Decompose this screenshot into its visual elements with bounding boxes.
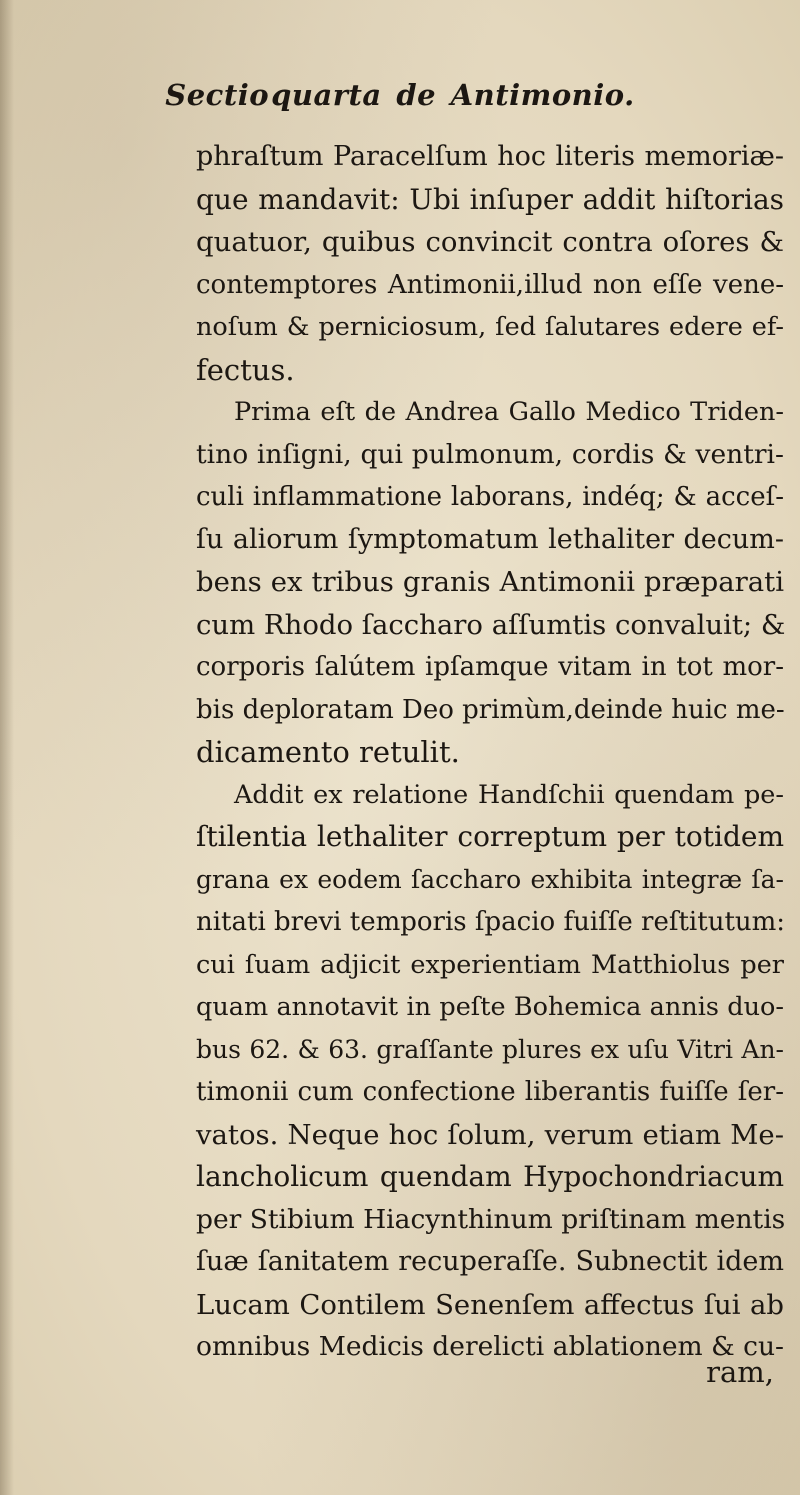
text-line: Addit ex relatione Handſchii quendam pe- <box>234 779 784 810</box>
text-line: bus 62. & 63. graſſante plures ex uſu Vitri An- <box>196 1034 784 1064</box>
text-line: cum Rhodo ſaccharo aſſumtis convaluit; & <box>196 608 786 641</box>
text-line: quam annotavit in peſte Bohemica annis duo- <box>196 992 784 1022</box>
text-line: quatuor, quibus convincit contra oſores & <box>196 226 784 258</box>
text-line: per Stibium Hiacynthinum priſtinam mentis <box>196 1203 786 1235</box>
running-head-quarta: quarta <box>271 78 382 112</box>
text-line: phraſtum Paracelſum hoc literis memoriæ- <box>196 141 784 172</box>
text-line: fectus. <box>196 352 295 387</box>
text-line: corporis ſalútem ipſamque vitam in tot mor- <box>196 652 784 682</box>
text-line: grana ex eodem ſaccharo exhibita integræ ſa- <box>196 864 784 894</box>
text-line: cui ſuam adjicit experientiam Matthiolus per <box>196 949 784 980</box>
running-head-sectio: Sectio <box>165 78 270 112</box>
text-line: Lucam Contilem Senenſem affectus ſui ab <box>196 1288 784 1321</box>
running-head-antimonio: Antimonio. <box>450 78 635 112</box>
text-line: tino inſigni, qui pulmonum, cordis & ventri- <box>196 438 784 470</box>
catchword: ram, <box>706 1355 774 1389</box>
running-head-de: de <box>396 78 437 112</box>
text-line: bis deploratam Deo primùm,deinde huic me- <box>196 694 785 725</box>
text-line: Prima eſt de Andrea Gallo Medico Triden- <box>234 397 784 427</box>
text-line: que mandavit: Ubi inſuper addit hiſtorias <box>196 182 784 216</box>
text-line: contemptores Antimonii,illud non eſſe vene- <box>196 269 784 300</box>
text-line: ſtilentia lethaliter correptum per totidem <box>196 820 784 853</box>
text-line: bens ex tribus granis Antimonii præparati <box>196 566 784 598</box>
text-line: vatos. Neque hoc ſolum, verum etiam Me- <box>196 1118 784 1151</box>
body-text <box>196 136 784 1369</box>
text-line: nitati brevi temporis ſpacio fuiſſe reſtitutum: <box>196 907 786 937</box>
text-line: ſu aliorum ſymptomatum lethaliter decum- <box>196 523 784 555</box>
text-line: noſum & perniciosum, ſed ſalutares edere ef- <box>196 312 784 342</box>
text-line: ſuæ ſanitatem recuperaſſe. Subnectit idem <box>196 1246 784 1277</box>
text-line: culi inflammatione laborans, indéq; & acceſ- <box>196 482 784 512</box>
text-line: lancholicum quendam Hypochondriacum <box>196 1160 784 1193</box>
text-line: timonii cum confectione liberantis fuiſſe ſer- <box>196 1077 784 1107</box>
running-head <box>0 78 800 112</box>
page-gutter-shadow <box>0 0 14 1495</box>
text-line: dicamento retulit. <box>196 735 460 769</box>
text-line: omnibus Medicis derelicti ablationem & cu- <box>196 1331 784 1362</box>
